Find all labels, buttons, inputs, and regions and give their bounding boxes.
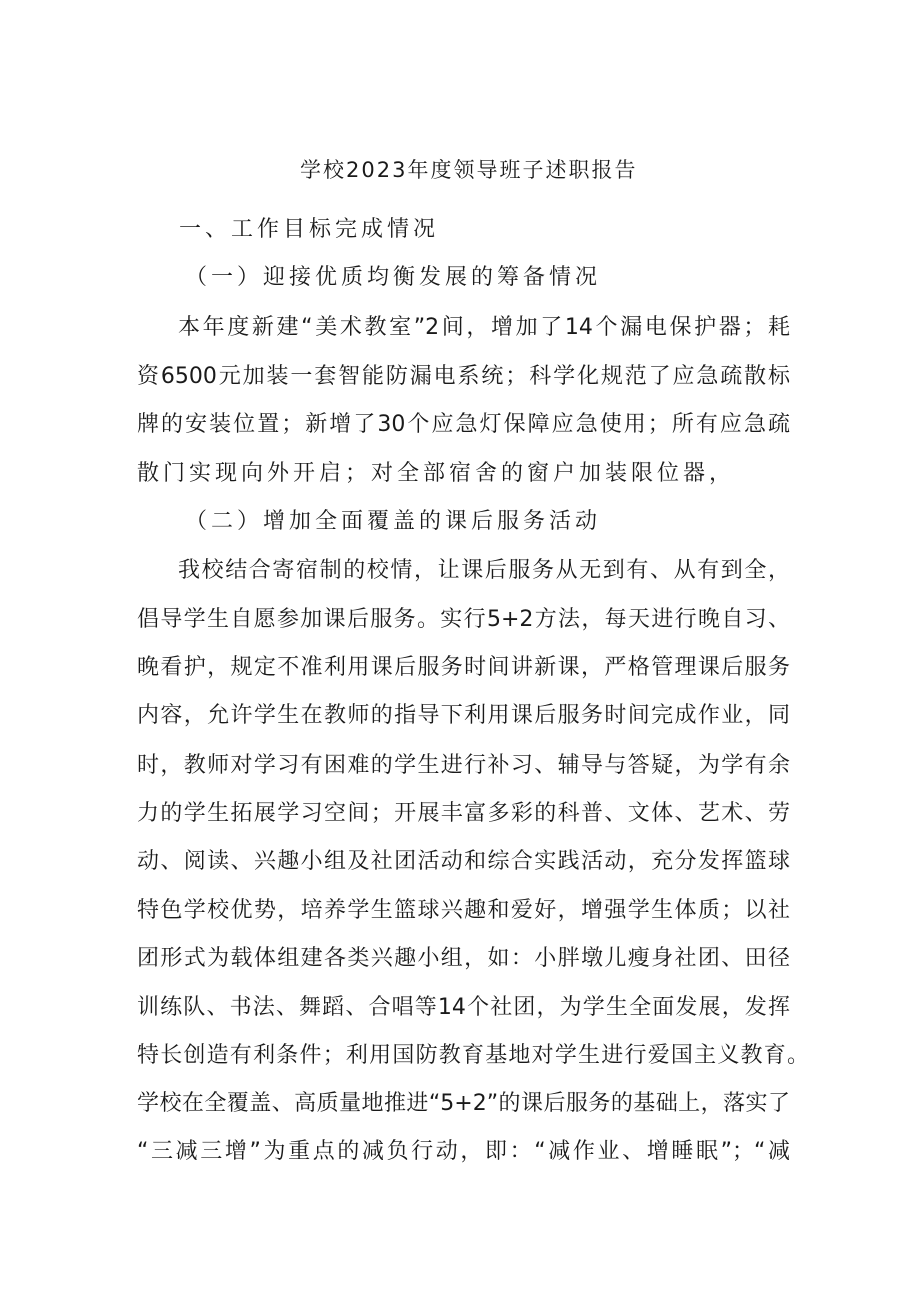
paragraph-line: “三减三增”为重点的减负行动，即：“减作业、增睡眠”；“减	[137, 1139, 790, 1164]
paragraph-line: 特色学校优势，培养学生篮球兴趣和爱好，增强学生体质；以社	[137, 898, 790, 923]
paragraph-line: 学校在全覆盖、高质量地推进“5+2”的课后服务的基础上，落实了	[137, 1091, 790, 1116]
paragraph-line: 我校结合寄宿制的校情，让课后服务从无到有、从有到全，	[178, 558, 790, 583]
paragraph-line: 时，教师对学习有困难的学生进行补习、辅导与答疑，为学有余	[137, 753, 790, 778]
section-1-heading: （一）迎接优质均衡发展的筹备情况	[185, 265, 602, 290]
paragraph-line: 散门实现向外开启；对全部宿舍的窗户加装限位器，	[137, 461, 736, 486]
paragraph-line: 动、阅读、兴趣小组及社团活动和综合实践活动，充分发挥篮球	[137, 849, 790, 874]
heading-work-goals: 一、工作目标完成情况	[179, 217, 440, 242]
document-title: 学校2023年度领导班子述职报告	[300, 158, 638, 182]
paragraph-line: 训练队、书法、舞蹈、合唱等14个社团，为学生全面发展，发挥	[137, 995, 790, 1020]
paragraph-line: 团形式为载体组建各类兴趣小组，如：小胖墩儿瘦身社团、田径	[137, 946, 790, 971]
paragraph-line: 倡导学生自愿参加课后服务。实行5+2方法，每天进行晚自习、	[137, 607, 790, 632]
paragraph-line: 牌的安装位置；新增了30个应急灯保障应急使用；所有应急疏	[137, 412, 790, 437]
paragraph-line: 力的学生拓展学习空间；开展丰富多彩的科普、文体、艺术、劳	[137, 801, 790, 826]
paragraph-line: 本年度新建“美术教室”2间，增加了14个漏电保护器；耗	[178, 315, 790, 340]
paragraph-line: 内容，允许学生在教师的指导下利用课后服务时间完成作业，同	[137, 703, 790, 728]
paragraph-line: 晚看护，规定不准利用课后服务时间讲新课，严格管理课后服务	[137, 655, 790, 680]
section-2-heading: （二）增加全面覆盖的课后服务活动	[185, 509, 602, 534]
paragraph-line: 特长创造有利条件；利用国防教育基地对学生进行爱国主义教育。	[137, 1043, 809, 1068]
paragraph-line: 资6500元加装一套智能防漏电系统；科学化规范了应急疏散标	[137, 364, 790, 389]
